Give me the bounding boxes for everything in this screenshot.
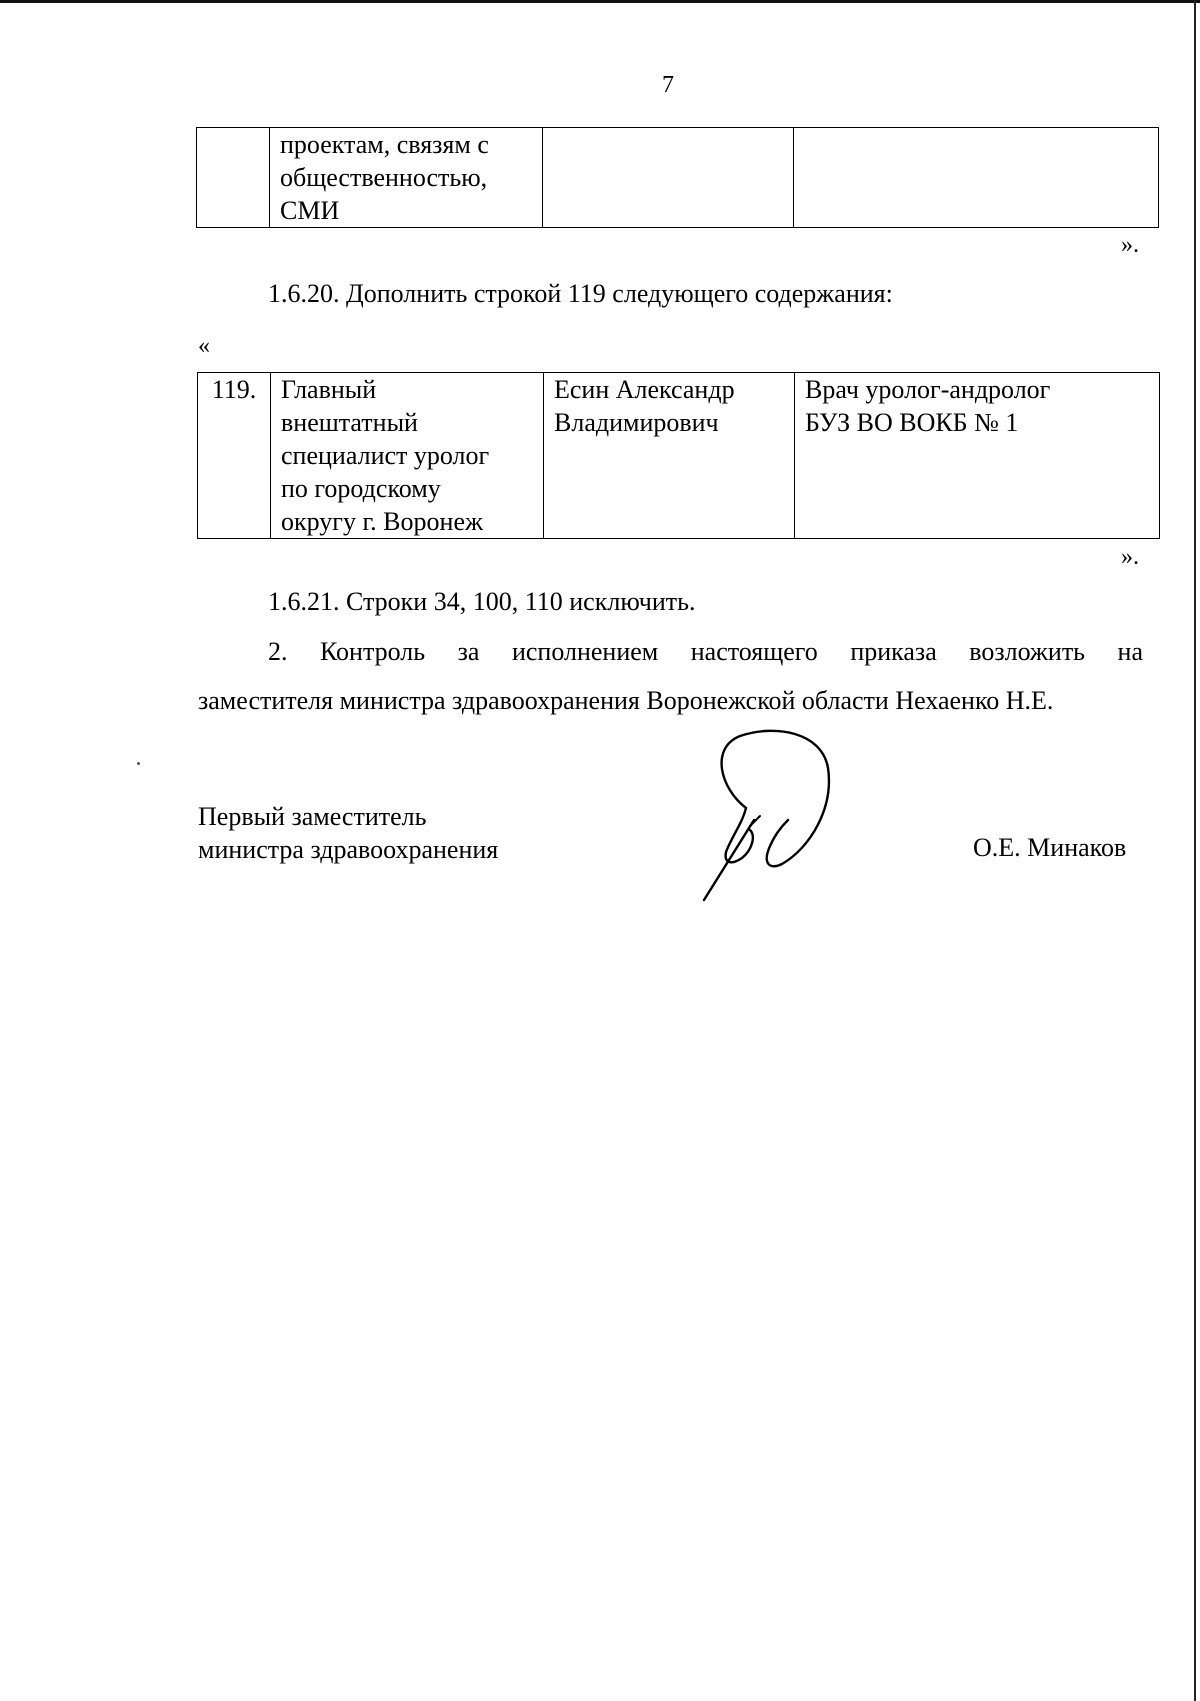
cell-line: внештатный xyxy=(281,408,418,437)
cell-line: по городскому xyxy=(281,474,441,503)
cell-number xyxy=(198,373,271,539)
new-row-table xyxy=(197,372,1160,539)
closing-quote: ». xyxy=(1121,544,1139,570)
signer-title xyxy=(198,800,498,866)
page-number: 7 xyxy=(662,72,674,98)
item-2-line-1: 2. Контроль за исполнением настоящего приказа возложить на xyxy=(268,637,1143,666)
signer-title-line: министра здравоохранения xyxy=(198,835,499,864)
cell-line: специалист уролог xyxy=(281,441,490,470)
cell-name xyxy=(544,373,795,539)
handwritten-signature xyxy=(690,728,840,903)
scan-edge-top xyxy=(0,0,1200,3)
continuation-table xyxy=(196,127,1159,228)
cell-position xyxy=(270,128,543,228)
scan-speck xyxy=(137,762,140,765)
signer-name: О.Е. Минаков xyxy=(973,833,1127,862)
cell-line: БУЗ ВО ВОКБ № 1 xyxy=(805,408,1019,437)
cell-line: Главный xyxy=(281,375,377,404)
cell-job xyxy=(794,128,1159,228)
cell-line: Есин Александр xyxy=(554,375,735,404)
closing-quote: ». xyxy=(1121,232,1139,258)
table-row xyxy=(198,373,1160,539)
opening-quote: « xyxy=(198,333,210,359)
table-row xyxy=(197,128,1159,228)
cell-job xyxy=(795,373,1160,539)
cell-name xyxy=(543,128,794,228)
cell-line: Владимирович xyxy=(554,408,719,437)
cell-number xyxy=(197,128,270,228)
cell-line: общественностью, xyxy=(280,163,488,192)
item-1-6-20: 1.6.20. Дополнить строкой 119 следующего содержания: xyxy=(268,279,893,308)
cell-line: проектам, связям с xyxy=(280,130,489,159)
cell-line: Врач уролог-андролог xyxy=(805,375,1051,404)
item-1-6-21: 1.6.21. Строки 34, 100, 110 исключить. xyxy=(268,587,696,616)
signer-title-line: Первый заместитель xyxy=(198,802,427,831)
scan-edge-right xyxy=(1194,0,1196,1701)
cell-position xyxy=(271,373,544,539)
cell-line: округу г. Воронеж xyxy=(281,507,483,536)
cell-line: 119. xyxy=(211,375,257,404)
cell-line: СМИ xyxy=(280,196,340,225)
item-2-line-2: заместителя министра здравоохранения Воронежской области Нехаенко Н.Е. xyxy=(198,686,1054,715)
